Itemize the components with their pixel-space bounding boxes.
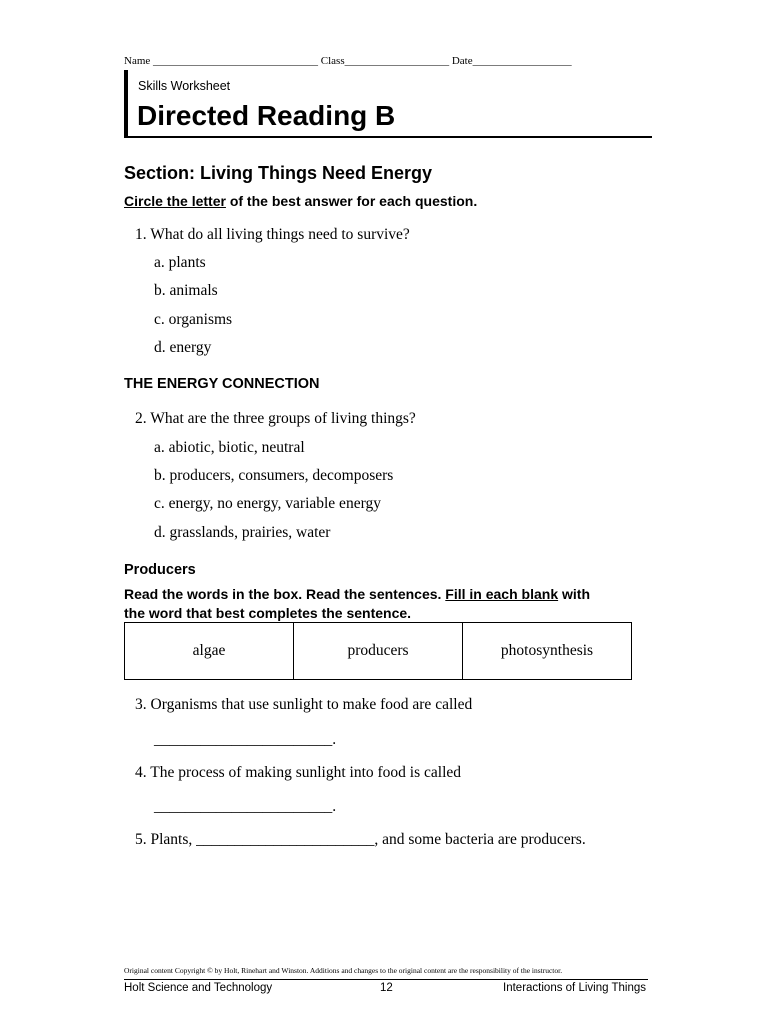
q1-option-c[interactable]: c. organisms [154, 311, 233, 328]
question-4: 4. The process of making sunlight into food is called [135, 764, 462, 781]
question-3: 3. Organisms that use sunlight to make food are called [135, 696, 473, 713]
instruction-rest: of the best answer for each question. [225, 193, 478, 209]
footer-copyright: Original content Copyright © by Holt, Rinehart and Winston. Additions and changes to the original content are the responsibility of the instructor. [124, 966, 563, 975]
instruction-text: with [558, 586, 590, 602]
word-box [124, 622, 632, 680]
section-title: Section: Living Things Need Energy [124, 163, 433, 183]
worksheet-type: Skills Worksheet [138, 79, 231, 93]
producers-instruction-line2: the word that best completes the sentence. [124, 605, 412, 621]
instruction-underlined: Circle the letter [124, 193, 226, 209]
question-2: 2. What are the three groups of living things? [135, 410, 416, 427]
producers-instruction-line1 [124, 586, 590, 602]
instruction-underlined: Fill in each blank [445, 586, 559, 602]
word-box-cell: photosynthesis [500, 642, 594, 659]
q2-option-c[interactable]: c. energy, no energy, variable energy [154, 495, 381, 512]
question-1: 1. What do all living things need to survive? [135, 226, 410, 243]
q1-option-d[interactable]: d. energy [154, 339, 212, 356]
q2-option-d[interactable]: d. grasslands, prairies, water [154, 524, 331, 541]
word-box-cell: producers [294, 623, 463, 679]
q2-option-a[interactable]: a. abiotic, biotic, neutral [154, 439, 305, 456]
question-5: 5. Plants, _______________________, and some bacteria are producers. [135, 831, 586, 848]
page-title: Directed Reading B [137, 100, 396, 131]
footer-divider [124, 979, 648, 980]
title-block [124, 70, 652, 138]
q4-answer-blank[interactable]: _______________________. [154, 798, 337, 815]
producers-heading: Producers [124, 562, 196, 578]
q1-option-a[interactable]: a. plants [154, 254, 206, 271]
footer-right: Interactions of Living Things [503, 982, 646, 994]
page-number: 12 [380, 982, 393, 994]
instruction-text: Read the words in the box. Read the sentences. [124, 586, 446, 602]
name-class-date-line: Name ______________________________ Class___________________ Date__________________ [124, 55, 572, 67]
q3-answer-blank[interactable]: _______________________. [154, 731, 337, 748]
q2-option-b[interactable]: b. producers, consumers, decomposers [154, 467, 394, 484]
footer-left: Holt Science and Technology [124, 982, 273, 994]
section-instruction [124, 193, 477, 209]
q1-option-b[interactable]: b. animals [154, 282, 218, 299]
energy-connection-heading: THE ENERGY CONNECTION [124, 376, 320, 392]
word-box-cell: algae [125, 623, 294, 679]
